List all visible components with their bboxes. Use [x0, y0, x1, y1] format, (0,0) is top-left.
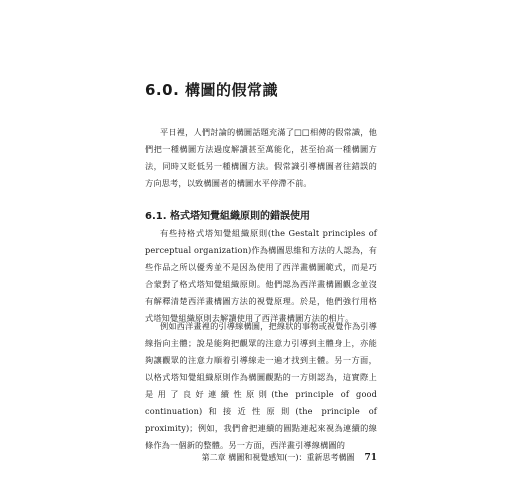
page-number: 71	[364, 453, 377, 463]
subsection-title: 6.1. 格式塔知覺組織原則的錯誤使用	[145, 211, 310, 222]
page-footer	[0, 452, 377, 463]
running-header-chapter: 第二章 構圖和視覺感知(一)：重新思考構圖	[201, 453, 355, 462]
leading-lines-paragraph: 例如西洋畫裡的引導線構圖，把線狀的事物或視覺作為引導線指向主體；說是能夠把觀眾的注意力引導到主體身上，亦能夠讓觀眾的注意力順着引導線走一遍才找到主體。另一方面，以格式塔知覺組織原則作為構圖觀點的一方則認為，這實際上是用了良好連續性原則(the principle of good continuation)和接近性原則(the principle of proximity)；例如，我們會把連續的圓點連起來視為連續的線條作為一個新的整體。另一方面，西洋畫引導線構圖的	[145, 321, 377, 450]
gestalt-paragraph: 有些持格式塔知覺組織原則(the Gestalt principles of perceptual organization)作為構圖思維和方法的人認為，有些作品之所以優秀並不是因為使用了西洋畫構圖範式，而是巧合蒙對了格式塔知覺組織原則。他們認為西洋畫構圖觀念並沒有解釋清楚西洋畫構圖方法的視覺原理。於是，他們強行用格式塔知覺組織原則去解讀使用了西洋畫構圖方法的相片。	[145, 228, 377, 323]
intro-paragraph: 平日裡，人們討論的構圖話題充滿了□□相傳的假常識，他們把一種構圖方法過度解讀甚至萬能化，甚至抬高一種構圖方法，同時又貶低另一種構圖方法。假常識引導構圖者往錯誤的方向思考，以致構圖者的構圖水平停滯不前。	[145, 127, 377, 188]
section-title: 6.0. 構圖的假常識	[145, 81, 278, 99]
